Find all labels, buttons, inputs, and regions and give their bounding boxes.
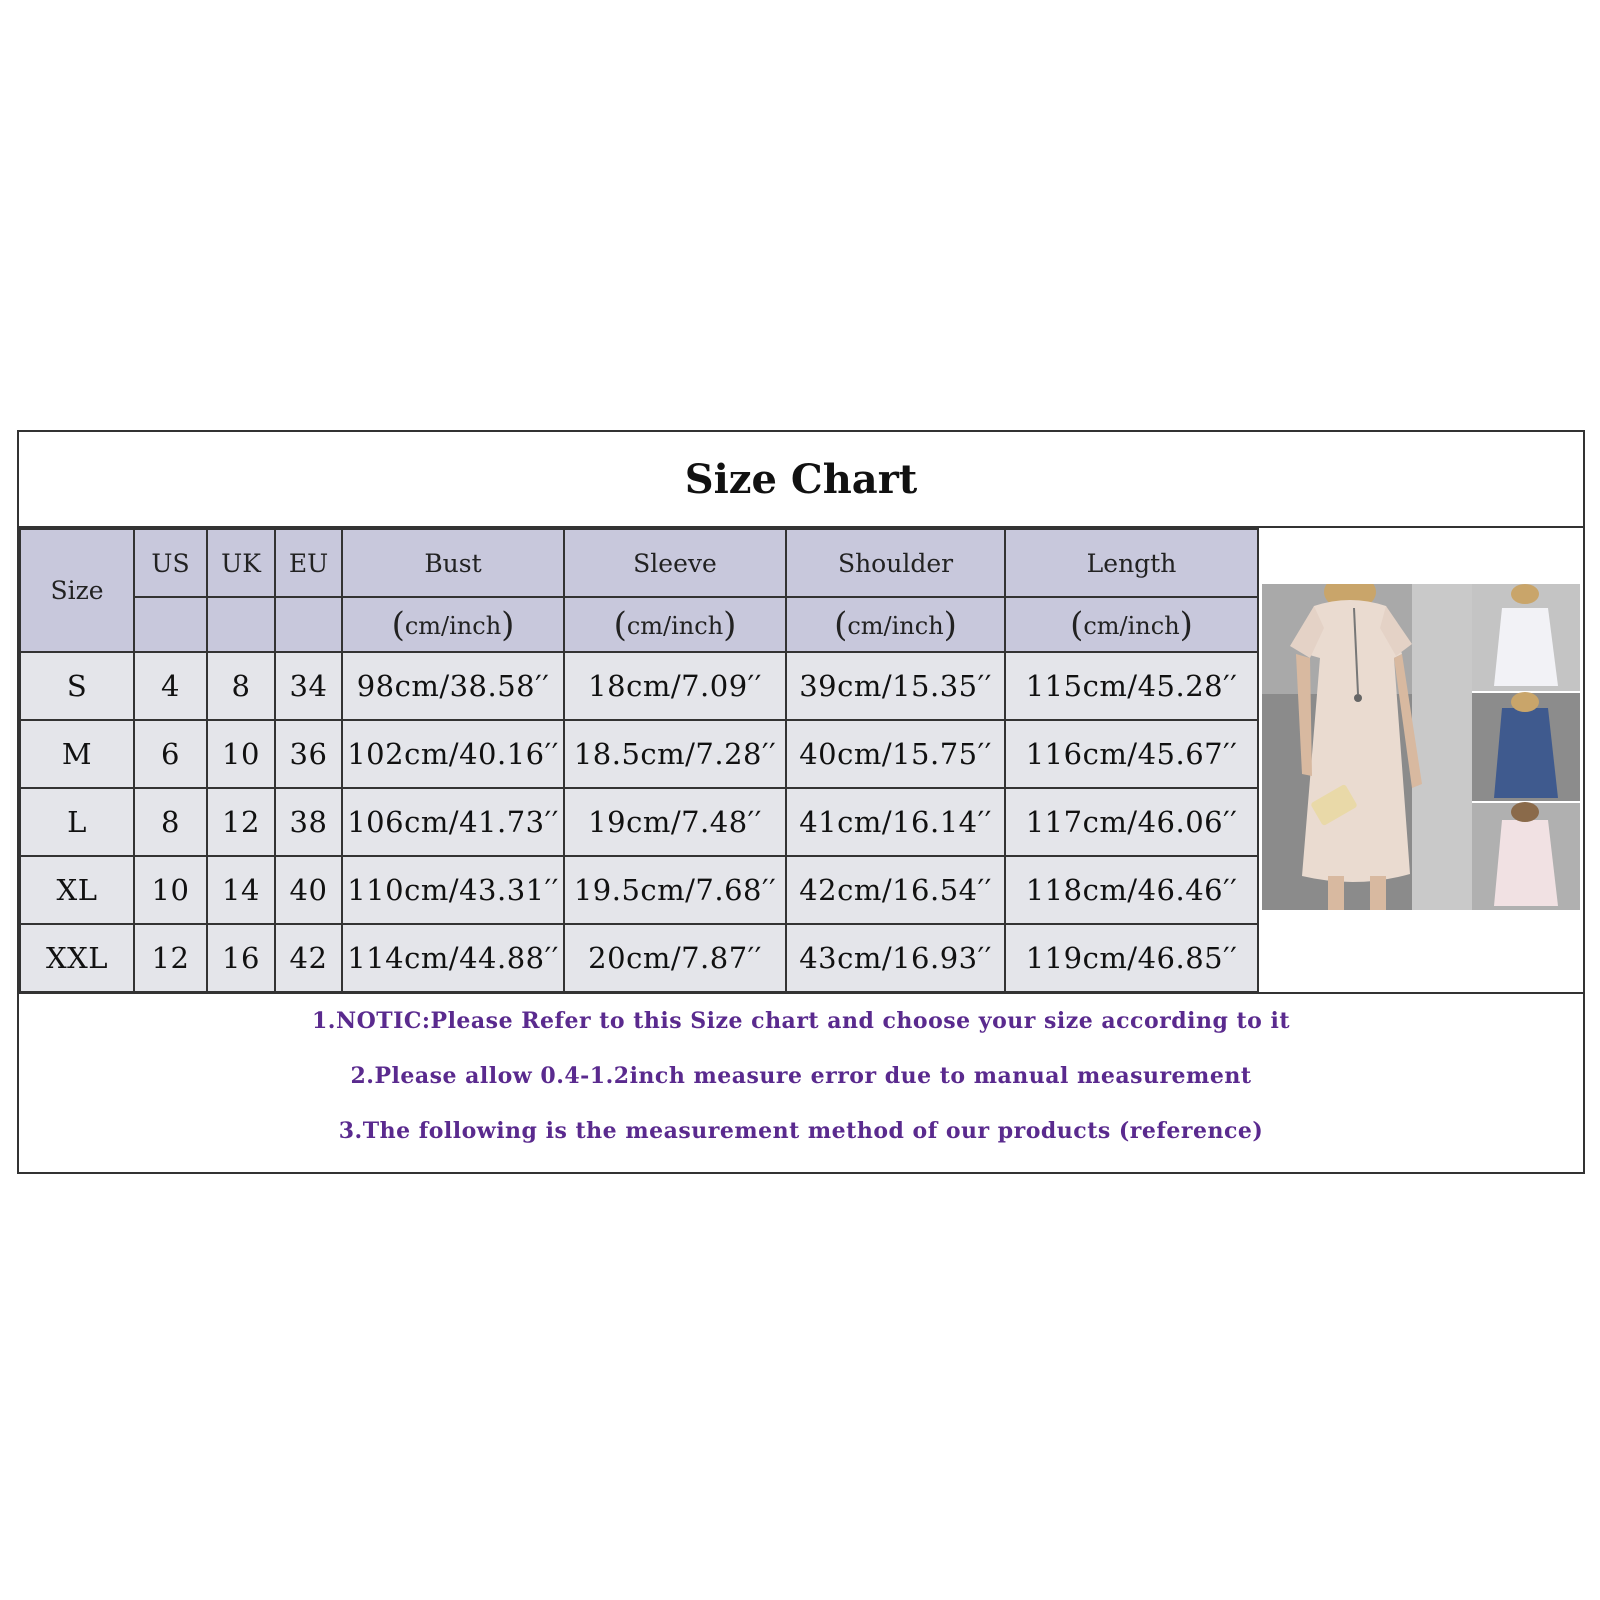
cell-sleeve: 19.5cm/7.68′′	[564, 856, 786, 924]
unit-label: cm/inch	[1083, 611, 1180, 640]
header-sleeve: Sleeve	[564, 529, 786, 597]
header-us: US	[134, 529, 207, 597]
cell-eu: 42	[275, 924, 342, 992]
header-length: Length	[1005, 529, 1258, 597]
unit-bust: (cm/inch)	[342, 597, 564, 652]
cell-eu: 34	[275, 652, 342, 720]
cell-length: 116cm/45.67′′	[1005, 720, 1258, 788]
unit-label: cm/inch	[626, 611, 724, 640]
unit-label: cm/inch	[404, 611, 502, 640]
product-photo	[1262, 584, 1580, 910]
cell-sleeve: 18.5cm/7.28′′	[564, 720, 786, 788]
cell-us: 6	[134, 720, 207, 788]
cell-uk: 8	[207, 652, 275, 720]
size-chart-frame	[17, 430, 1585, 1174]
cell-sleeve: 18cm/7.09′′	[564, 652, 786, 720]
cell-shoulder: 42cm/16.54′′	[786, 856, 1005, 924]
cell-length: 119cm/46.85′′	[1005, 924, 1258, 992]
unit-length: (cm/inch)	[1005, 597, 1258, 652]
header-size: Size	[20, 529, 134, 652]
notes-section	[19, 992, 1583, 1174]
cell-us: 10	[134, 856, 207, 924]
cell-uk: 12	[207, 788, 275, 856]
size-table	[19, 528, 1259, 993]
cell-us: 8	[134, 788, 207, 856]
unit-empty-us	[134, 597, 207, 652]
cell-uk: 10	[207, 720, 275, 788]
cell-size: XXL	[20, 924, 134, 992]
cell-bust: 110cm/43.31′′	[342, 856, 564, 924]
cell-shoulder: 41cm/16.14′′	[786, 788, 1005, 856]
cell-bust: 114cm/44.88′′	[342, 924, 564, 992]
cell-size: L	[20, 788, 134, 856]
table-row	[20, 856, 1258, 924]
cell-bust: 98cm/38.58′′	[342, 652, 564, 720]
cell-us: 4	[134, 652, 207, 720]
header-shoulder: Shoulder	[786, 529, 1005, 597]
cell-length: 117cm/46.06′′	[1005, 788, 1258, 856]
unit-empty-eu	[275, 597, 342, 652]
unit-row	[20, 597, 1258, 652]
cell-uk: 16	[207, 924, 275, 992]
cell-size: M	[20, 720, 134, 788]
unit-shoulder: (cm/inch)	[786, 597, 1005, 652]
header-row	[20, 529, 1258, 597]
cell-shoulder: 40cm/15.75′′	[786, 720, 1005, 788]
cell-uk: 14	[207, 856, 275, 924]
header-uk: UK	[207, 529, 275, 597]
table-row	[20, 924, 1258, 992]
table-row	[20, 788, 1258, 856]
cell-bust: 102cm/40.16′′	[342, 720, 564, 788]
table-row	[20, 652, 1258, 720]
cell-eu: 40	[275, 856, 342, 924]
cell-us: 12	[134, 924, 207, 992]
cell-eu: 36	[275, 720, 342, 788]
cell-size: XL	[20, 856, 134, 924]
header-bust: Bust	[342, 529, 564, 597]
unit-empty-uk	[207, 597, 275, 652]
dress-photo-illustration	[1262, 584, 1580, 910]
page-title: Size Chart	[19, 432, 1583, 528]
cell-length: 118cm/46.46′′	[1005, 856, 1258, 924]
cell-eu: 38	[275, 788, 342, 856]
cell-sleeve: 19cm/7.48′′	[564, 788, 786, 856]
cell-sleeve: 20cm/7.87′′	[564, 924, 786, 992]
cell-shoulder: 39cm/15.35′′	[786, 652, 1005, 720]
unit-sleeve: (cm/inch)	[564, 597, 786, 652]
table-row	[20, 720, 1258, 788]
unit-label: cm/inch	[847, 611, 944, 640]
note-1: 1.NOTIC:Please Refer to this Size chart and choose your size according to it	[312, 1008, 1290, 1034]
cell-shoulder: 43cm/16.93′′	[786, 924, 1005, 992]
cell-bust: 106cm/41.73′′	[342, 788, 564, 856]
note-2: 2.Please allow 0.4-1.2inch measure error due to manual measurement	[350, 1063, 1252, 1089]
cell-size: S	[20, 652, 134, 720]
cell-length: 115cm/45.28′′	[1005, 652, 1258, 720]
note-3: 3.The following is the measurement method of our products (reference)	[338, 1118, 1264, 1144]
header-eu: EU	[275, 529, 342, 597]
